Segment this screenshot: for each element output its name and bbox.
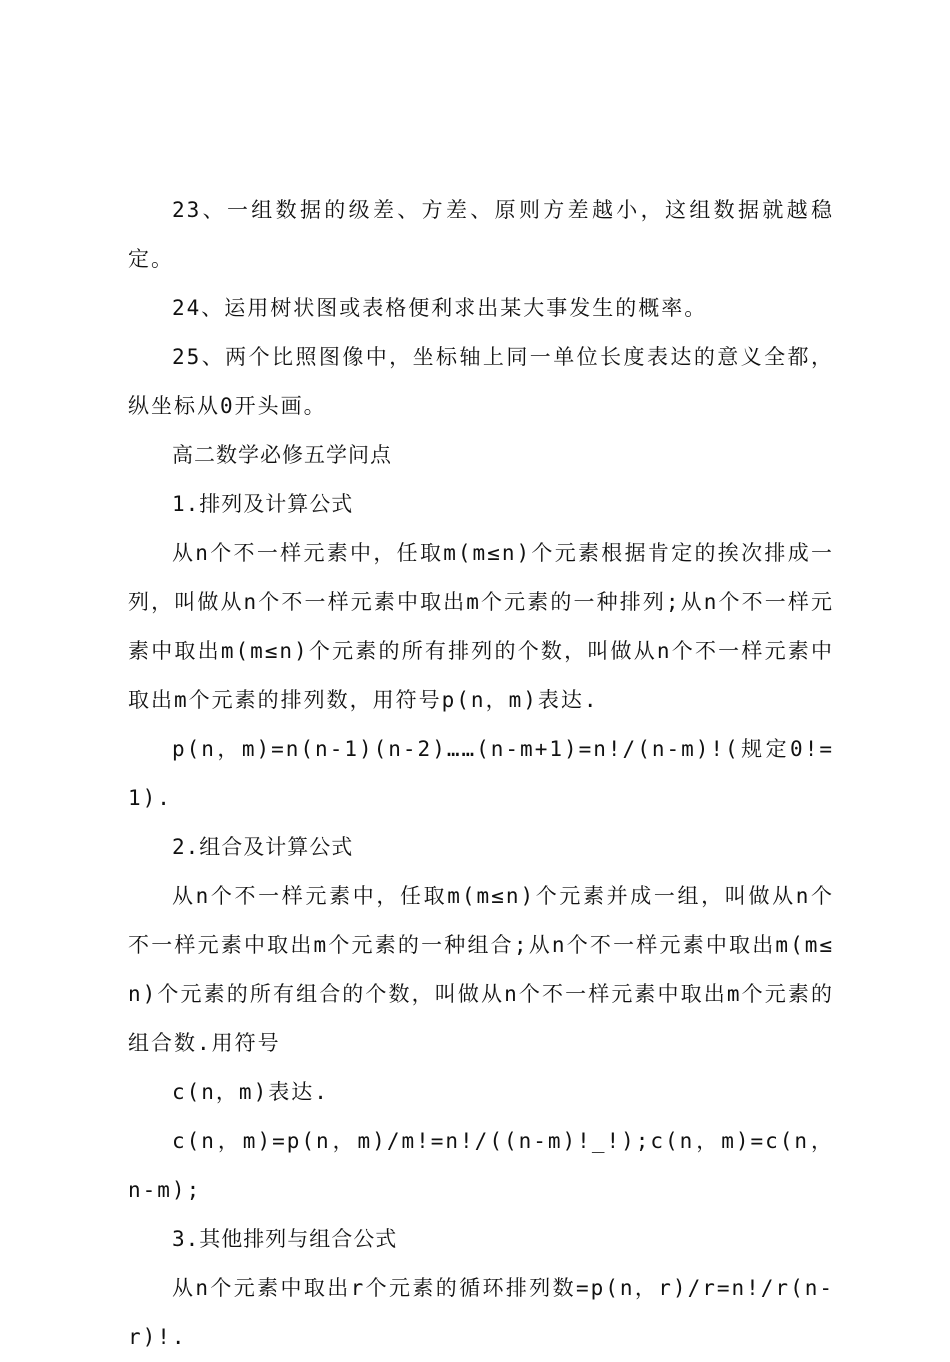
subsection-permutation-heading: 1.排列及计算公式 (172, 492, 354, 516)
circular-permutation-formula: 从n个元素中取出r个元素的循环排列数=p(n，r)/r=n!/r(n-r)!. (128, 1276, 834, 1349)
combination-formula: c(n，m)=p(n，m)/m!=n!/((n-m)!_!);c(n，m)=c(n，n-m); (128, 1129, 834, 1202)
paragraph-item-24: 24、运用树状图或表格便利求出某大事发生的概率。 (172, 296, 708, 320)
combination-definition: 从n个不一样元素中，任取m(m≤n)个元素并成一组，叫做从n个不一样元素中取出m个元素的一种组合;从n个不一样元素中取出m(m≤n)个元素的所有组合的个数，叫做从n个不一样元素中取出m个元素的组合数.用符号 (128, 884, 834, 1055)
subsection-combination-heading: 2.组合及计算公式 (172, 835, 354, 859)
paragraph-item-23: 23、一组数据的级差、方差、原则方差越小，这组数据就越稳定。 (128, 198, 834, 271)
paragraph-item-25: 25、两个比照图像中，坐标轴上同一单位长度表达的意义全都，纵坐标从0开头画。 (128, 345, 834, 418)
subsection-other-formulas-heading: 3.其他排列与组合公式 (172, 1227, 398, 1251)
section-title: 高二数学必修五学问点 (172, 443, 392, 467)
document-body (128, 186, 834, 1362)
combination-symbol: c(n，m)表达. (172, 1080, 329, 1104)
permutation-definition: 从n个不一样元素中，任取m(m≤n)个元素根据肯定的挨次排成一列，叫做从n个不一样元素中取出m个元素的一种排列;从n个不一样元素中取出m(m≤n)个元素的所有排列的个数，叫做从n个不一样元素中取出m个元素的排列数，用符号p(n，m)表达. (128, 541, 834, 712)
permutation-formula: p(n，m)=n(n-1)(n-2)……(n-m+1)=n!/(n-m)!(规定0!=1). (128, 737, 834, 810)
